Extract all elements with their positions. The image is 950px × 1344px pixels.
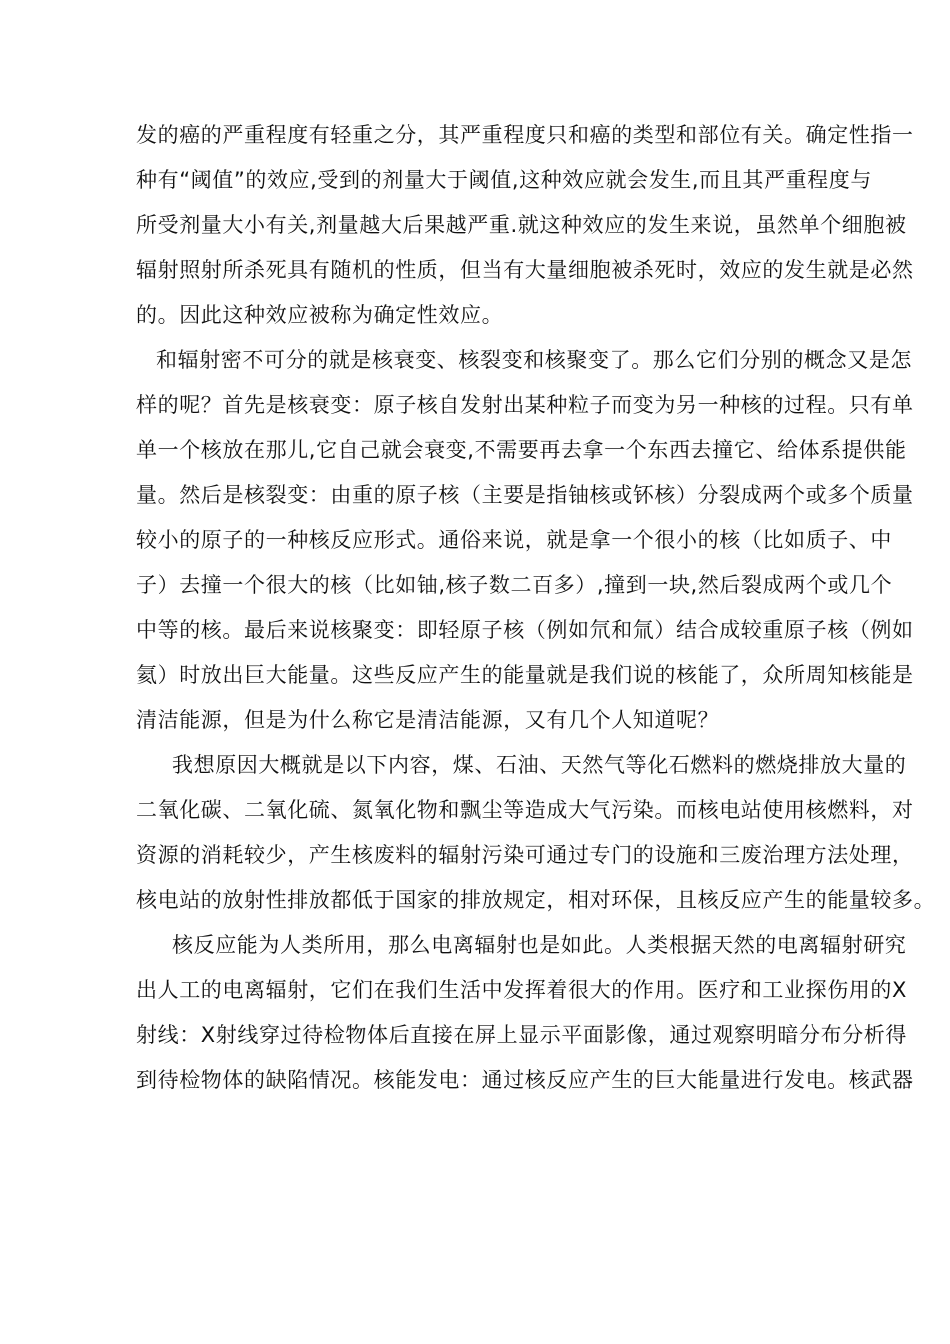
text-line: 我想原因大概就是以下内容，煤、石油、天然气等化石燃料的燃烧排放大量的: [172, 753, 907, 777]
text-line: 量。然后是核裂变：由重的原子核（主要是指铀核或钚核）分裂成两个或多个质量: [136, 483, 914, 507]
text-line: 子）去撞一个很大的核（比如铀,核子数二百多）,撞到一块,然后裂成两个或几个: [136, 573, 893, 597]
text-line: 辐射照射所杀死具有随机的性质，但当有大量细胞被杀死时，效应的发生就是必然: [136, 258, 914, 282]
text-line: 出人工的电离辐射，它们在我们生活中发挥着很大的作用。医疗和工业探伤用的X: [136, 978, 907, 1002]
text-line: 所受剂量大小有关,剂量越大后果越严重.就这种效应的发生来说，虽然单个细胞被: [136, 213, 907, 237]
text-line: 清洁能源，但是为什么称它是清洁能源，又有几个人知道呢？: [136, 708, 720, 732]
text-line: 到待检物体的缺陷情况。核能发电：通过核反应产生的巨大能量进行发电。核武器: [136, 1068, 914, 1092]
text-line: 发的癌的严重程度有轻重之分，其严重程度只和癌的类型和部位有关。确定性指一: [136, 123, 914, 147]
text-line: 的。因此这种效应被称为确定性效应。: [136, 303, 504, 327]
text-line: 和辐射密不可分的就是核衰变、核裂变和核聚变了。那么它们分别的概念又是怎: [156, 348, 912, 372]
text-line: 样的呢？首先是核衰变：原子核自发射出某种粒子而变为另一种核的过程。只有单: [136, 393, 914, 417]
text-line: 单一个核放在那儿,它自己就会衰变,不需要再去拿一个东西去撞它、给体系提供能: [136, 438, 907, 462]
text-line: 中等的核。最后来说核聚变：即轻原子核（例如氘和氚）结合成较重原子核（例如: [136, 618, 914, 642]
text-line: 资源的消耗较少，产生核废料的辐射污染可通过专门的设施和三废治理方法处理，: [136, 843, 914, 867]
text-line: 较小的原子的一种核反应形式。通俗来说，就是拿一个很小的核（比如质子、中: [136, 528, 892, 552]
text-line: 核电站的放射性排放都低于国家的排放规定，相对环保，且核反应产生的能量较多。: [136, 888, 936, 912]
text-line: 氦）时放出巨大能量。这些反应产生的能量就是我们说的核能了，众所周知核能是: [136, 663, 914, 687]
text-line: 种有“阈值”的效应,受到的剂量大于阈值,这种效应就会发生,而且其严重程度与: [136, 168, 872, 192]
text-line: 射线：X射线穿过待检物体后直接在屏上显示平面影像，通过观察明暗分布分析得: [136, 1023, 907, 1047]
text-line: 核反应能为人类所用，那么电离辐射也是如此。人类根据天然的电离辐射研究: [172, 933, 907, 957]
text-line: 二氧化碳、二氧化硫、氮氧化物和飘尘等造成大气污染。而核电站使用核燃料，对: [136, 798, 914, 822]
